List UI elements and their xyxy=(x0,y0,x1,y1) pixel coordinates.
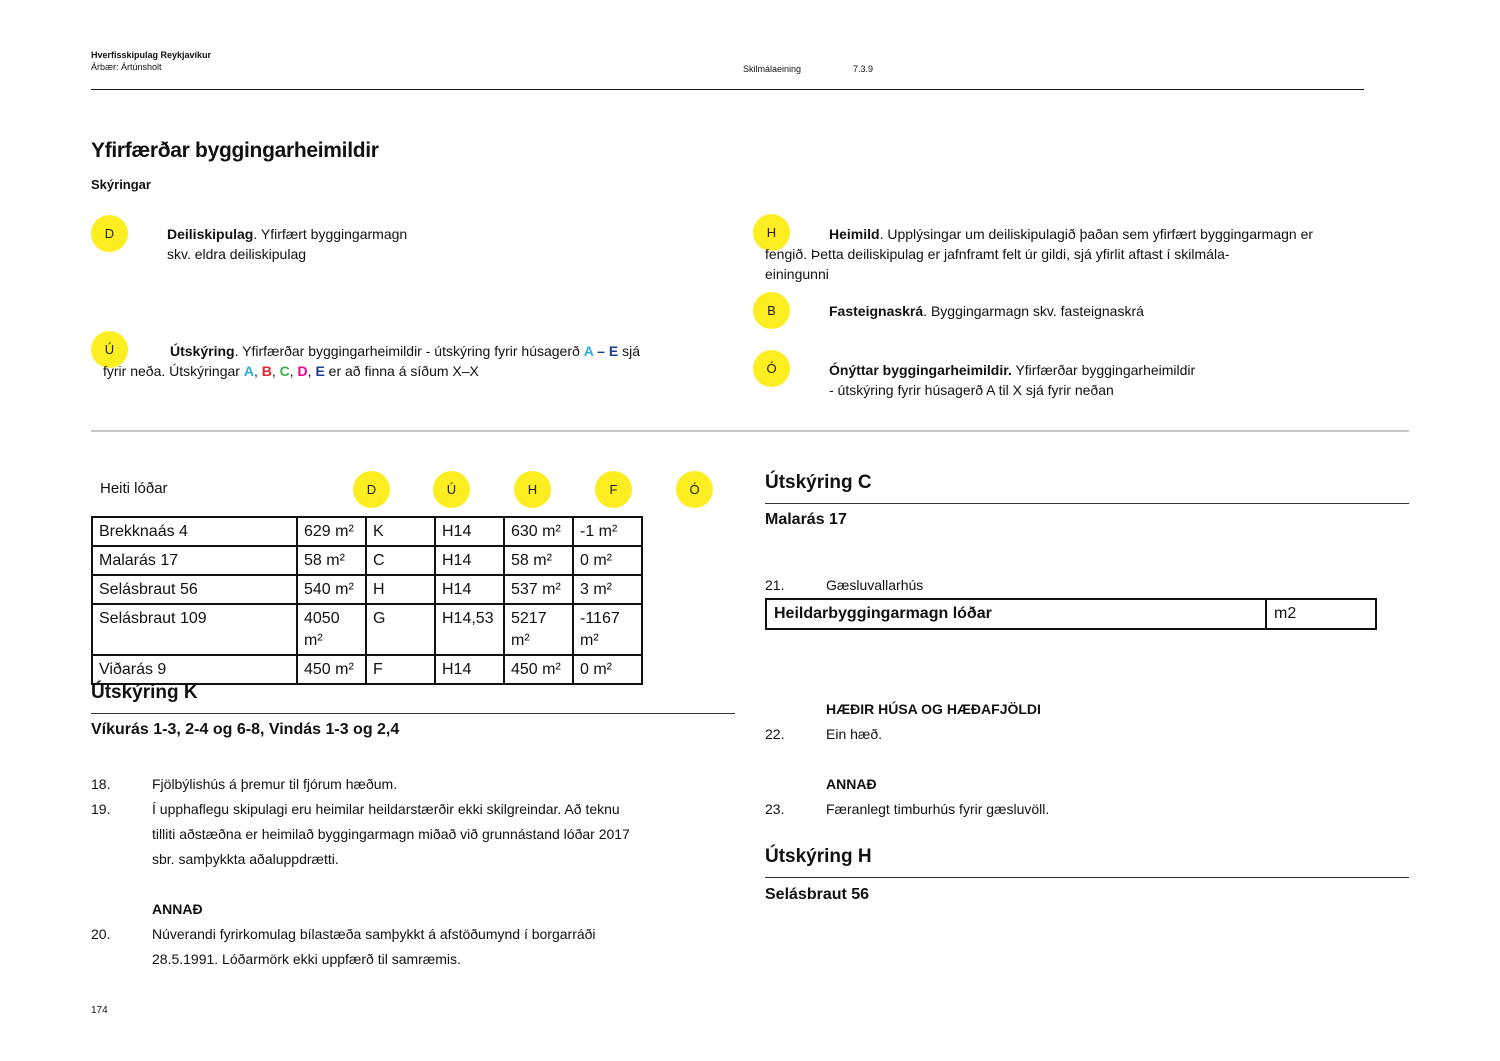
cell-f: 537 m² xyxy=(504,575,573,604)
cell-h: H14 xyxy=(435,517,504,546)
total-unit: m2 xyxy=(1266,599,1376,629)
section-c-title: Útskýring C xyxy=(765,472,872,493)
legend-desc: sjá xyxy=(618,343,640,359)
cell-u: K xyxy=(366,517,435,546)
legend-desc: . Yfirfært byggingarmagn xyxy=(253,226,408,242)
lot-name: Viðarás 9 xyxy=(92,655,297,684)
header-divider xyxy=(91,89,1364,90)
lot-name: Selásbraut 56 xyxy=(92,575,297,604)
legend-desc: einingunni xyxy=(765,266,829,282)
legend-term: Deiliskipulag xyxy=(167,226,254,242)
item-text: Ein hæð. xyxy=(826,726,883,742)
letter-a: A xyxy=(243,363,254,379)
range-dash: – xyxy=(593,343,609,359)
cell-h: H14 xyxy=(435,655,504,684)
cell-o: 0 m² xyxy=(573,546,642,575)
subhead-other: ANNAÐ xyxy=(826,776,877,792)
cell-u: G xyxy=(366,604,435,655)
legend-desc: er að finna á síðum X–X xyxy=(324,363,479,379)
section-c-subtitle: Malarás 17 xyxy=(765,511,847,528)
legend-item-heimild xyxy=(765,224,1313,284)
item-text: 28.5.1991. Lóðarmörk ekki uppfærð til samræmis. xyxy=(152,951,461,967)
lot-name: Brekknaás 4 xyxy=(92,517,297,546)
table-row xyxy=(92,604,642,655)
item-number: 22. xyxy=(765,726,785,742)
cell-d: 450 m² xyxy=(297,655,366,684)
letter-e: E xyxy=(315,363,325,379)
legend-term: Útskýring xyxy=(170,343,235,359)
letter-a: A xyxy=(583,343,594,359)
legend-term: Ónýttar byggingarheimildir. xyxy=(829,362,1012,378)
legend-term: Heimild xyxy=(829,226,880,242)
item-number: 21. xyxy=(765,577,785,593)
unit-number: 7.3.9 xyxy=(853,64,874,74)
section-k-title: Útskýring K xyxy=(91,682,198,703)
unit-label: Skilmálaeining xyxy=(743,64,802,74)
legend-desc: . Yfirfærðar byggingarheimildir - útskýring fyrir húsagerð xyxy=(234,343,584,359)
table-row xyxy=(92,546,642,575)
item-text: Færanlegt timburhús fyrir gæsluvöll. xyxy=(826,801,1050,817)
cell-o: 3 m² xyxy=(573,575,642,604)
page-number: 174 xyxy=(91,1005,108,1016)
legend-desc: skv. eldra deiliskipulag xyxy=(167,246,307,262)
cell-d: 540 m² xyxy=(297,575,366,604)
cell-f: 5217 m² xyxy=(504,604,573,655)
section-h-divider xyxy=(765,877,1409,878)
item-text: Gæsluvallarhús xyxy=(826,577,924,593)
badge-d: D xyxy=(91,215,128,252)
cell-f: 58 m² xyxy=(504,546,573,575)
cell-h: H14 xyxy=(435,546,504,575)
section-h-title: Útskýring H xyxy=(765,846,872,867)
legend-item-fasteignaskra xyxy=(829,301,1144,321)
badge-o: Ó xyxy=(753,350,790,387)
column-badge-d: D xyxy=(353,471,390,508)
subhead-heights: HÆÐIR HÚSA OG HÆÐAFJÖLDI xyxy=(826,701,1041,717)
column-badge-h: H xyxy=(514,471,551,508)
cell-d: 629 m² xyxy=(297,517,366,546)
page-title: Yfirfærðar byggingarheimildir xyxy=(91,139,379,162)
lot-name: Selásbraut 109 xyxy=(92,604,297,655)
legend-desc: fengið. Þetta deiliskipulag er jafnframt felt úr gildi, sjá yfirlit aftast í skilmála- xyxy=(765,246,1230,262)
cell-u: H xyxy=(366,575,435,604)
item-number: 20. xyxy=(91,926,111,942)
item-number: 18. xyxy=(91,776,111,792)
item-text: Núverandi fyrirkomulag bílastæða samþykkt á afstöðumynd í borgarráði xyxy=(152,926,596,942)
cell-u: F xyxy=(366,655,435,684)
legend-desc: - útskýring fyrir húsagerð A til X sjá fyrir neðan xyxy=(829,382,1114,398)
lot-table xyxy=(91,516,643,685)
badge-h: H xyxy=(753,214,790,251)
total-building-table xyxy=(765,598,1377,630)
document-title: Hverfisskipulag Reykjavíkur xyxy=(91,50,212,60)
cell-d: 58 m² xyxy=(297,546,366,575)
legend-desc: fyrir neða. Útskýringar xyxy=(103,363,244,379)
document-subtitle: Árbær: Ártúnsholt xyxy=(91,62,162,72)
cell-d: 4050 m² xyxy=(297,604,366,655)
letter-e: E xyxy=(608,343,619,359)
legend-item-onyttar xyxy=(829,360,1195,400)
table-row xyxy=(92,655,642,684)
item-text: sbr. samþykkta aðaluppdrætti. xyxy=(152,851,339,867)
legend-desc: . Upplýsingar um deiliskipulagið þaðan sem yfirfært byggingarmagn er xyxy=(879,226,1314,242)
total-label: Heildarbyggingarmagn lóðar xyxy=(766,599,1266,629)
letter-c: C xyxy=(279,363,290,379)
legend-desc: . Byggingarmagn skv. fasteignaskrá xyxy=(923,303,1144,319)
letter-b: B xyxy=(261,363,272,379)
item-number: 19. xyxy=(91,801,111,817)
badge-u: Ú xyxy=(91,331,128,368)
cell-h: H14 xyxy=(435,575,504,604)
legend-item-deiliskipulag xyxy=(167,224,407,264)
cell-f: 450 m² xyxy=(504,655,573,684)
section-c-divider xyxy=(765,503,1409,504)
cell-o: -1167 m² xyxy=(573,604,642,655)
lot-name: Malarás 17 xyxy=(92,546,297,575)
legend-item-utskyring: Útskýring. Yfirfærðar byggingarheimildir - útskýring fyrir húsagerð A – E sjá fyrir neða. Útskýringar A, B, C, D, E er að finna á síðum X–X xyxy=(103,343,640,379)
item-text: Fjölbýlishús á þremur til fjórum hæðum. xyxy=(152,776,398,792)
legend-term: Fasteignaskrá xyxy=(829,303,924,319)
item-text: tilliti aðstæðna er heimilað byggingarmagn miðað við grunnástand lóðar 2017 xyxy=(152,826,630,842)
lot-name-header: Heiti lóðar xyxy=(100,480,168,497)
table-row xyxy=(92,517,642,546)
column-badge-f: F xyxy=(595,471,632,508)
badge-b: B xyxy=(753,292,790,329)
cell-o: 0 m² xyxy=(573,655,642,684)
section-k-divider xyxy=(91,713,735,714)
section-divider xyxy=(91,430,1409,432)
cell-u: C xyxy=(366,546,435,575)
column-badge-o: Ó xyxy=(676,471,713,508)
cell-o: -1 m² xyxy=(573,517,642,546)
table-row xyxy=(92,575,642,604)
subhead-other: ANNAÐ xyxy=(152,901,203,917)
section-k-subtitle: Víkurás 1-3, 2-4 og 6-8, Vindás 1-3 og 2,4 xyxy=(91,721,400,738)
item-text: Í upphaflegu skipulagi eru heimilar heildarstærðir ekki skilgreindar. Að teknu xyxy=(152,801,620,817)
legend-desc: Yfirfærðar byggingarheimildir xyxy=(1011,362,1196,378)
cell-h: H14,53 xyxy=(435,604,504,655)
letter-d: D xyxy=(297,363,308,379)
legend-title: Skýringar xyxy=(91,177,151,192)
cell-f: 630 m² xyxy=(504,517,573,546)
section-h-subtitle: Selásbraut 56 xyxy=(765,886,870,903)
column-badge-u: Ú xyxy=(433,471,470,508)
item-number: 23. xyxy=(765,801,785,817)
